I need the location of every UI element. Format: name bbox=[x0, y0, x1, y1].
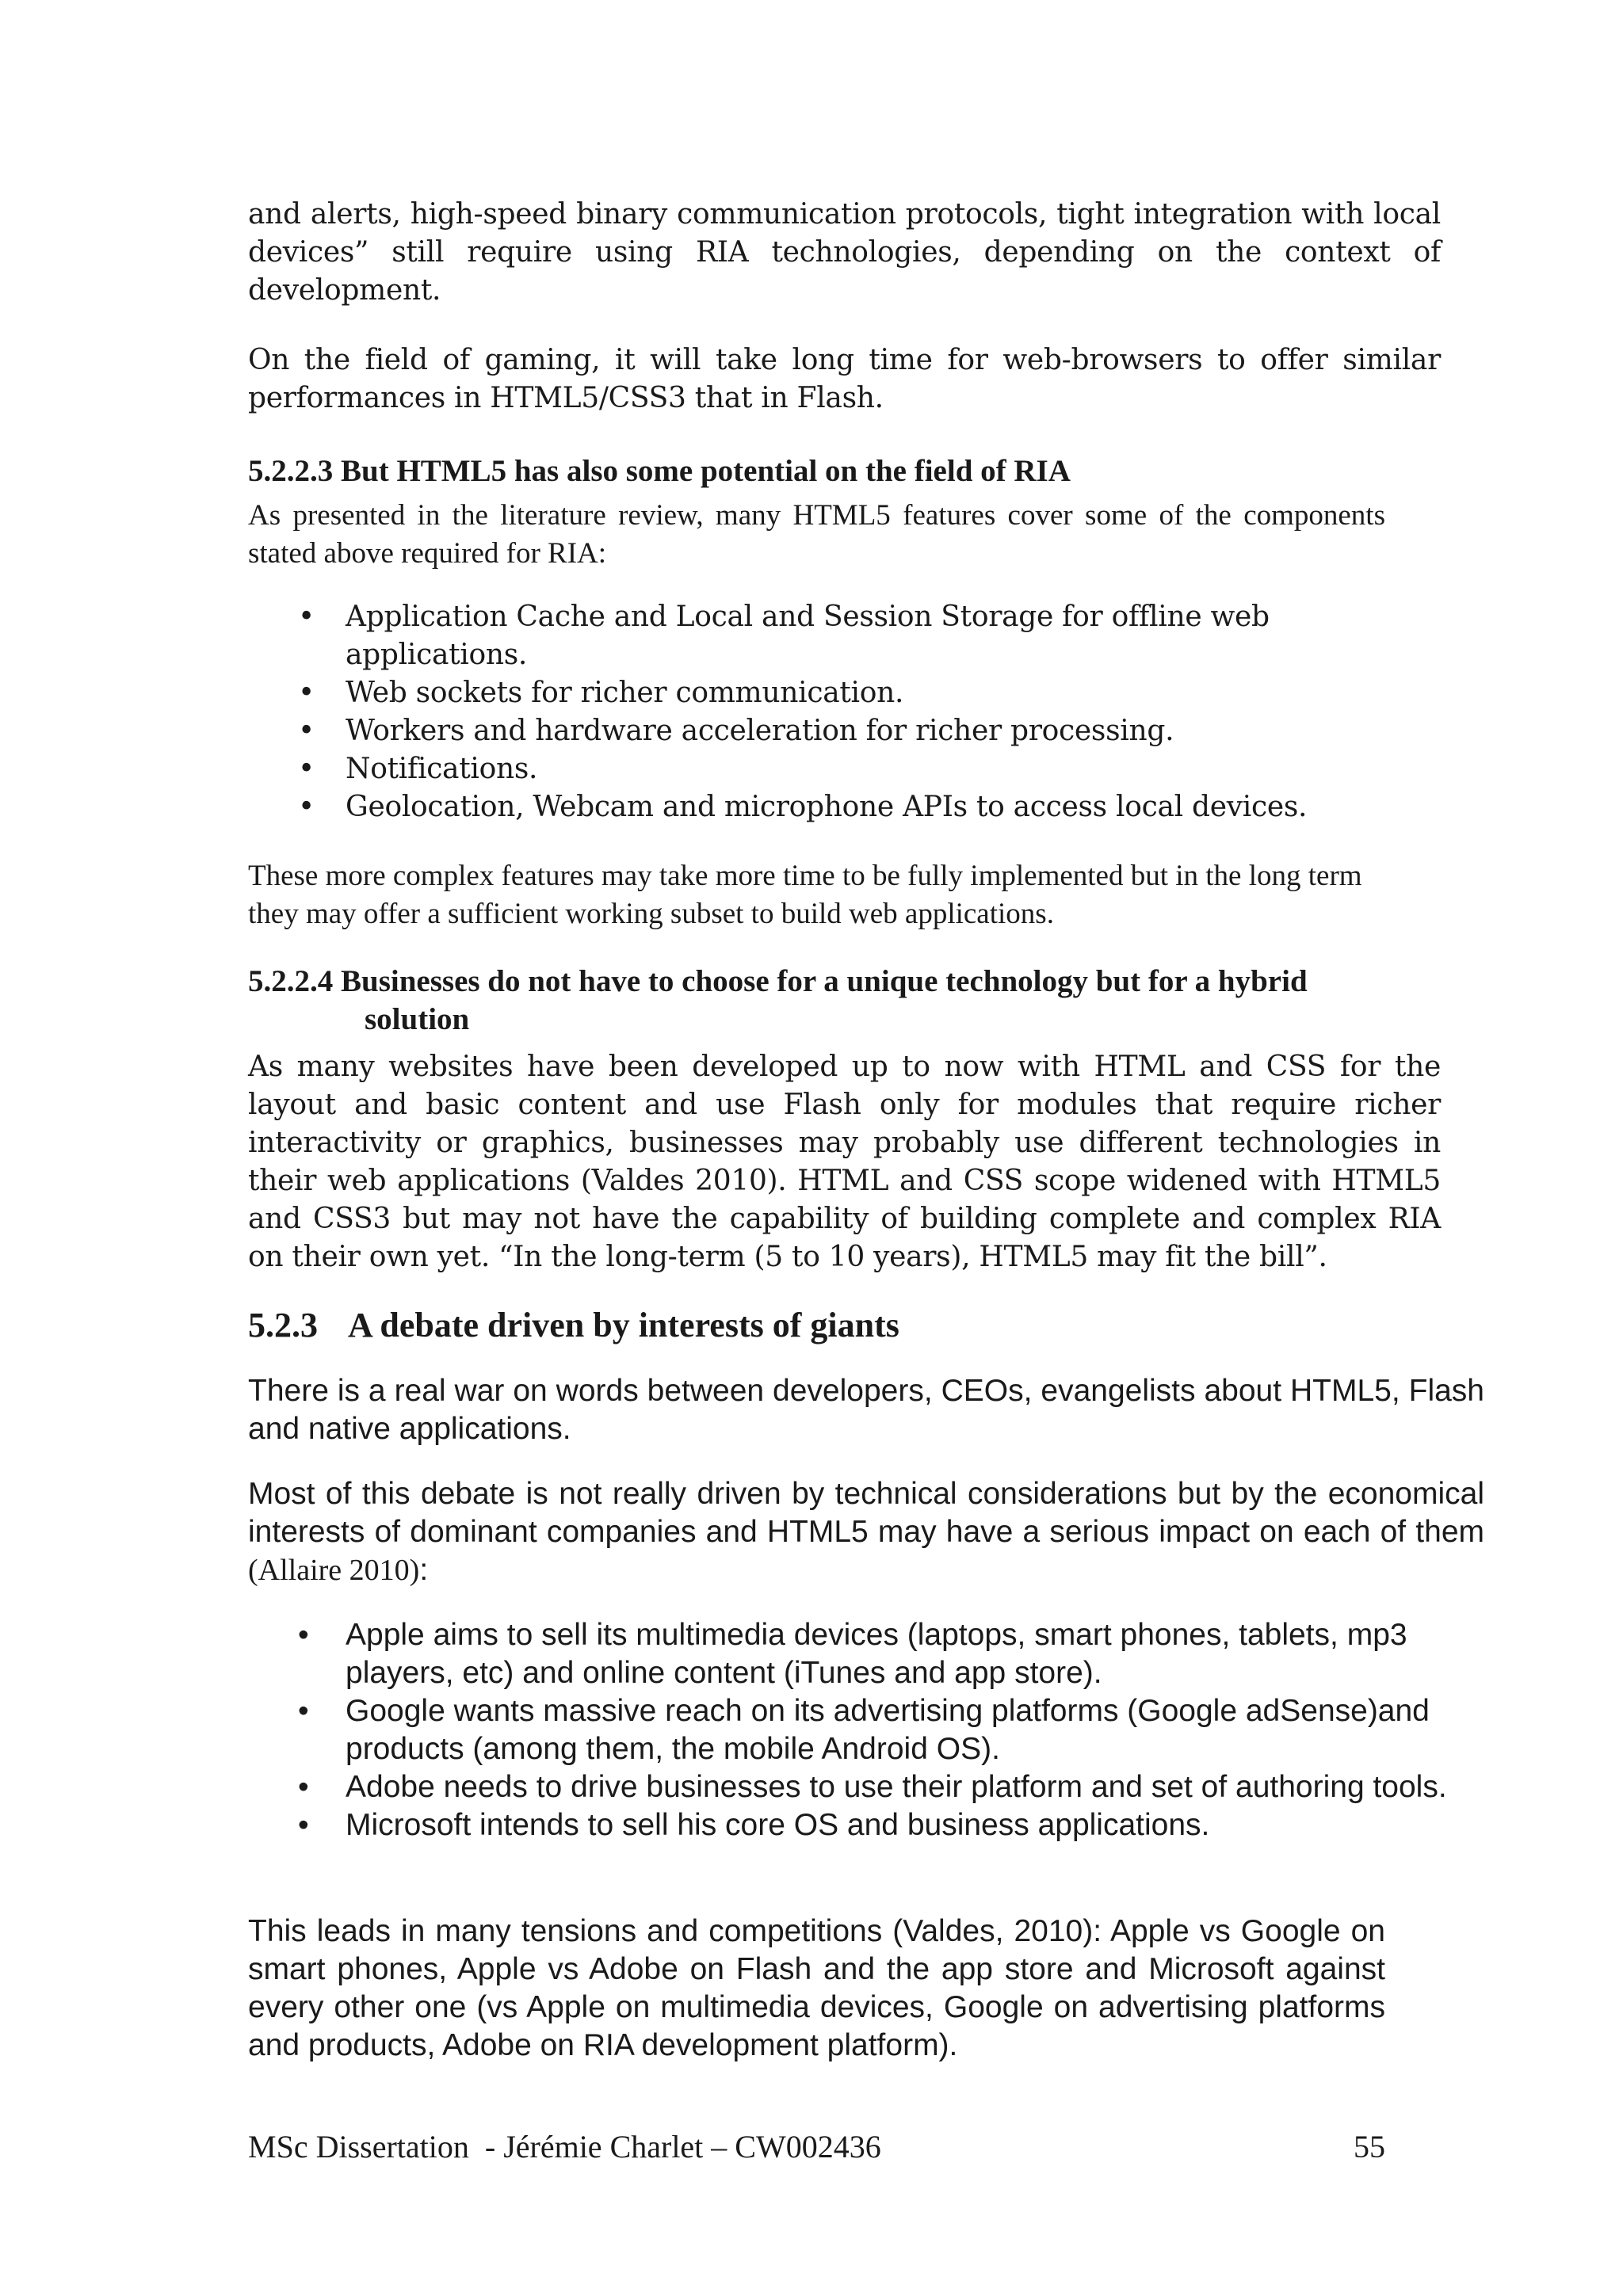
list-item-text: Workers and hardware acceleration for richer processing. bbox=[346, 715, 1174, 747]
heading-5-2-2-4 bbox=[248, 963, 1385, 1039]
list-item-text: Geolocation, Webcam and microphone APIs to access local devices. bbox=[346, 791, 1308, 823]
list-item-text: Application Cache and Local and Session Storage for offline web applications. bbox=[346, 601, 1270, 671]
heading-number: 5.2.3 bbox=[248, 1306, 318, 1344]
list-item bbox=[248, 1616, 1484, 1692]
paragraph-text: Most of this debate is not really driven by technical considerations but by the economical interests of dominant companies and HTML5 may have a serious impact on each of them bbox=[248, 1477, 1484, 1549]
giants-interests-list bbox=[248, 1616, 1484, 1844]
bullet-glyph: • bbox=[298, 791, 315, 823]
bullet-glyph: • bbox=[298, 1770, 309, 1804]
page-footer bbox=[248, 2128, 1385, 2166]
heading-5-2-3 bbox=[248, 1305, 1441, 1346]
paragraph-war-on-words: There is a real war on words between developers, CEOs, evangelists about HTML5, Flash and native applications. bbox=[248, 1374, 1484, 1446]
list-item bbox=[248, 674, 1385, 712]
bullet-glyph: • bbox=[298, 1694, 309, 1728]
bullet-glyph: • bbox=[298, 601, 315, 633]
list-item bbox=[248, 750, 1385, 788]
paragraph-complex-features: These more complex features may take more time to be fully implemented but in the long term they may offer a sufficient working subset to build web applications. bbox=[248, 860, 1362, 930]
list-item-text: Microsoft intends to sell his core OS and business applications. bbox=[346, 1808, 1210, 1842]
citation: (Allaire 2010) bbox=[248, 1554, 420, 1587]
list-item-text: Notifications. bbox=[346, 753, 538, 785]
paragraph-gaming: On the field of gaming, it will take long time for web-browsers to offer similar performances in HTML5/CSS3 that in Flash. bbox=[248, 344, 1441, 414]
bullet-glyph: • bbox=[298, 715, 315, 747]
list-item bbox=[248, 1806, 1484, 1844]
bullet-glyph: • bbox=[298, 1618, 309, 1652]
punctuation: : bbox=[419, 1553, 429, 1587]
list-item bbox=[248, 598, 1385, 674]
heading-title: A debate driven by interests of giants bbox=[348, 1306, 899, 1344]
html5-features-list bbox=[248, 598, 1385, 826]
list-item-text: Adobe needs to drive businesses to use their platform and set of authoring tools. bbox=[346, 1770, 1447, 1804]
heading-5-2-2-3: 5.2.2.3 But HTML5 has also some potential on the field of RIA bbox=[248, 454, 1071, 488]
heading-line-1: 5.2.2.4 Businesses do not have to choose for a unique technology but for a hybrid bbox=[248, 964, 1308, 998]
list-item bbox=[248, 788, 1385, 826]
bullet-glyph: • bbox=[298, 753, 315, 785]
footer-title: MSc Dissertation - Jérémie Charlet – CW002436 bbox=[248, 2129, 881, 2164]
paragraph-economical-interests bbox=[248, 1475, 1484, 1589]
list-item bbox=[248, 1768, 1484, 1806]
list-item bbox=[248, 712, 1385, 750]
list-item bbox=[248, 1692, 1484, 1768]
list-item-text: Apple aims to sell its multimedia devices (laptops, smart phones, tablets, mp3 players, etc) and online content (iTunes and app store). bbox=[346, 1618, 1407, 1690]
bullet-glyph: • bbox=[298, 1808, 309, 1842]
paragraph-top: and alerts, high-speed binary communication protocols, tight integration with local devices” still require using RIA technologies, depending on the context of development. bbox=[248, 198, 1441, 307]
paragraph-hybrid-solution: As many websites have been developed up to now with HTML and CSS for the layout and basic content and use Flash only for modules that require richer interactivity or graphics, businesses may probably use different technologies in their web applications (Valdes 2010). HTML and CSS scope widened with HTML5 and CSS3 but may not have the capability of building complete and complex RIA on their own yet. “In the long-term (5 to 10 years), HTML5 may fit the bill”. bbox=[248, 1051, 1441, 1273]
list-item-text: Google wants massive reach on its advertising platforms (Google adSense)and products (among them, the mobile Android OS). bbox=[346, 1694, 1430, 1766]
list-item-text: Web sockets for richer communication. bbox=[346, 677, 904, 709]
bullet-glyph: • bbox=[298, 677, 315, 709]
heading-line-2: solution bbox=[365, 1002, 470, 1036]
paragraph-html5-features-intro: As presented in the literature review, many HTML5 features cover some of the components stated above required for RIA: bbox=[248, 499, 1385, 570]
page-number: 55 bbox=[1354, 2129, 1385, 2164]
paragraph-tensions: This leads in many tensions and competitions (Valdes, 2010): Apple vs Google on smart phones, Apple vs Adobe on Flash and the app store and Microsoft against every other one (vs Apple on multimedia devices, Google on advertising platforms and products, Adobe on RIA development platform). bbox=[248, 1914, 1385, 2062]
